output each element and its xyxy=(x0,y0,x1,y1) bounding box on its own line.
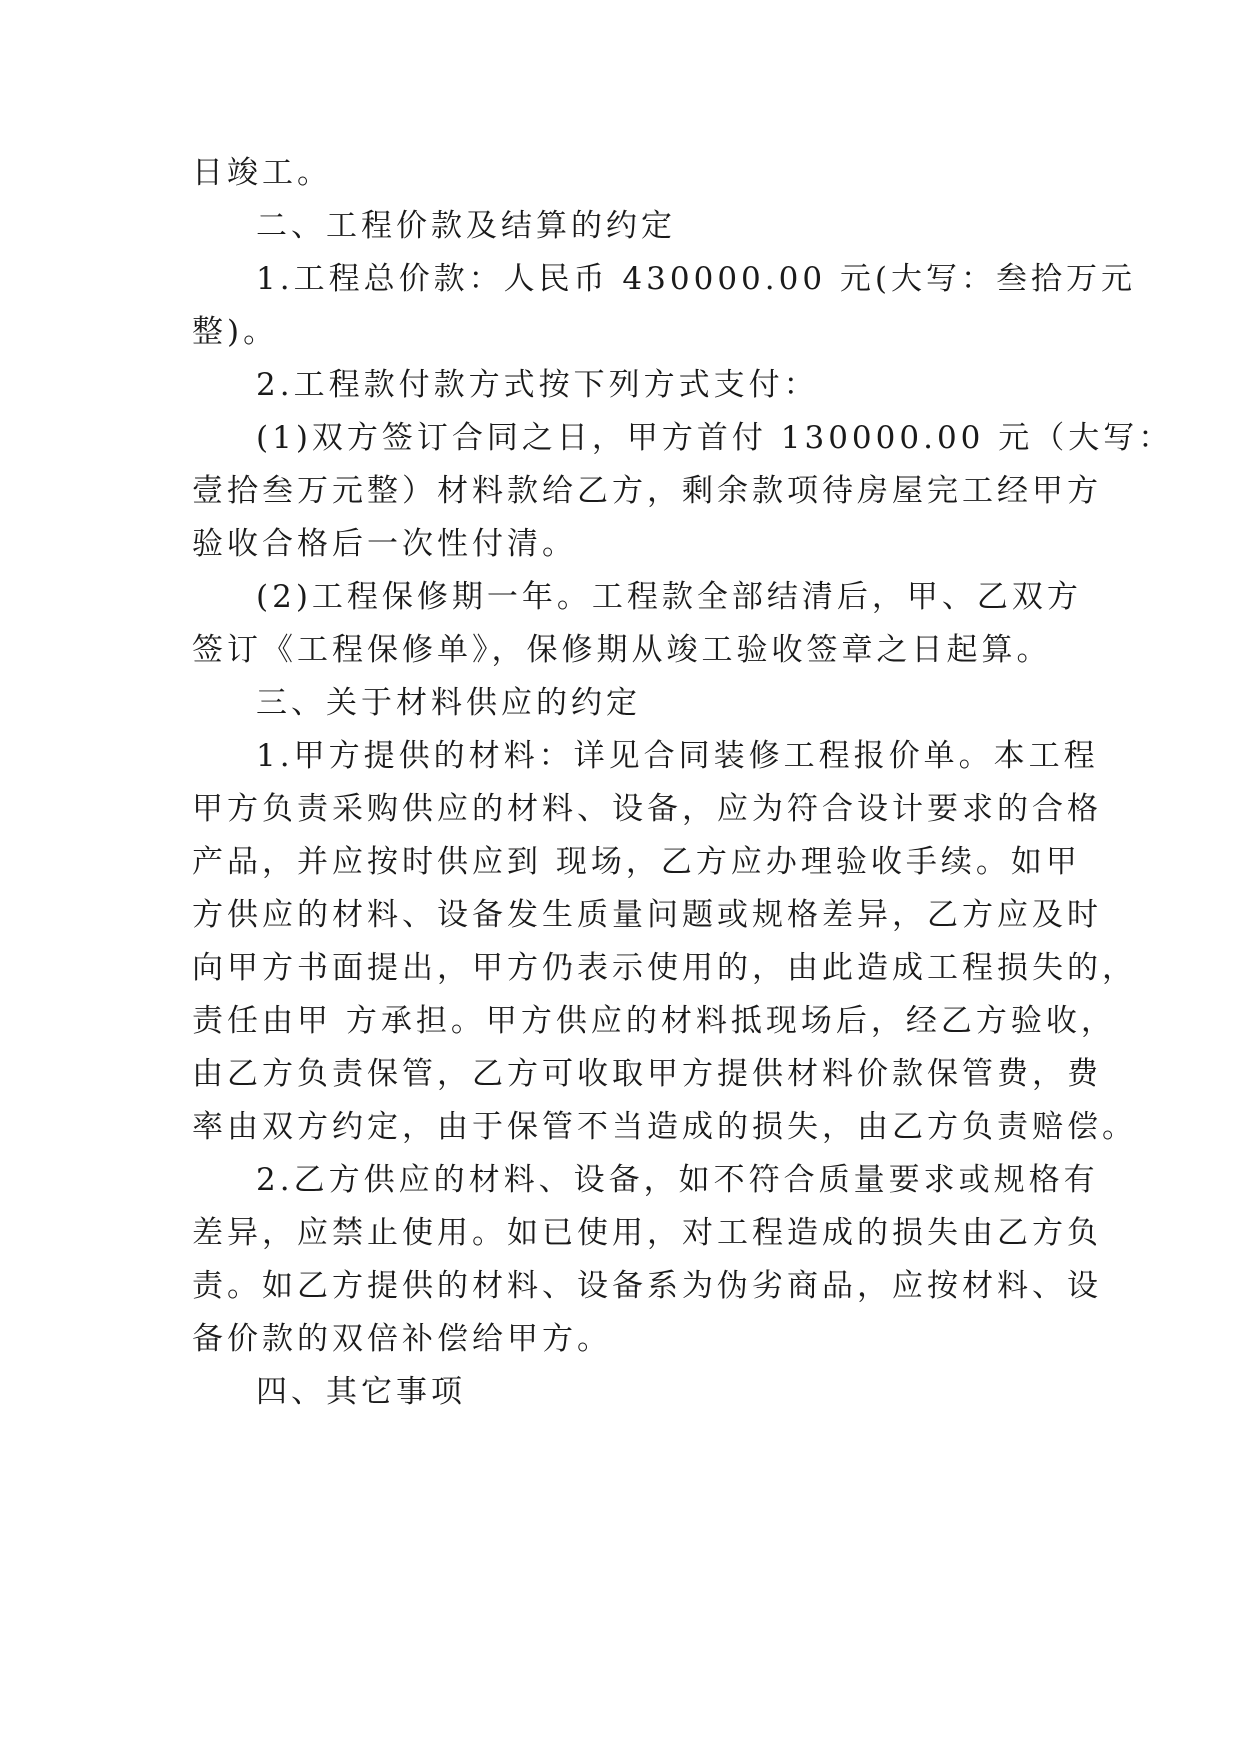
text-line: 整)。 xyxy=(192,314,279,350)
text-line: 率由双方约定，由于保管不当造成的损失，由乙方负责赔偿。 xyxy=(192,1109,1137,1145)
text-line: 1.甲方提供的材料：详见合同装修工程报价单。本工程 xyxy=(256,738,1099,774)
text-line: 向甲方书面提出，甲方仍表示使用的，由此造成工程损失的， xyxy=(192,950,1137,986)
text-line: 产品，并应按时供应到 现场，乙方应办理验收手续。如甲 xyxy=(192,844,1081,880)
text-line: 壹拾叁万元整）材料款给乙方，剩余款项待房屋完工经甲方 xyxy=(192,473,1102,509)
text-line: 日竣工。 xyxy=(192,155,332,191)
text-line: 2.乙方供应的材料、设备，如不符合质量要求或规格有 xyxy=(256,1162,1099,1198)
text-line: (2)工程保修期一年。工程款全部结清后，甲、乙双方 xyxy=(256,579,1082,615)
text-line: 甲方负责采购供应的材料、设备，应为符合设计要求的合格 xyxy=(192,791,1102,827)
text-line: 1.工程总价款：人民币 430000.00 元(大写：叁拾万元 xyxy=(256,261,1137,297)
text-line: (1)双方签订合同之日，甲方首付 130000.00 元（大写： xyxy=(256,420,1174,456)
section-heading: 二、工程价款及结算的约定 xyxy=(256,208,676,244)
text-line: 2.工程款付款方式按下列方式支付： xyxy=(256,367,819,403)
text-line: 差异，应禁止使用。如已使用，对工程造成的损失由乙方负 xyxy=(192,1215,1102,1251)
text-line: 责。如乙方提供的材料、设备系为伪劣商品，应按材料、设 xyxy=(192,1268,1102,1304)
text-line: 责任由甲 方承担。甲方供应的材料抵现场后，经乙方验收， xyxy=(192,1003,1116,1039)
section-heading: 三、关于材料供应的约定 xyxy=(256,685,641,721)
text-line: 由乙方负责保管，乙方可收取甲方提供材料价款保管费，费 xyxy=(192,1056,1102,1092)
text-line: 方供应的材料、设备发生质量问题或规格差异，乙方应及时 xyxy=(192,897,1102,933)
text-line: 签订《工程保修单》，保修期从竣工验收签章之日起算。 xyxy=(192,632,1052,668)
text-line: 备价款的双倍补偿给甲方。 xyxy=(192,1321,612,1357)
section-heading: 四、其它事项 xyxy=(256,1374,466,1410)
text-line: 验收合格后一次性付清。 xyxy=(192,526,577,562)
